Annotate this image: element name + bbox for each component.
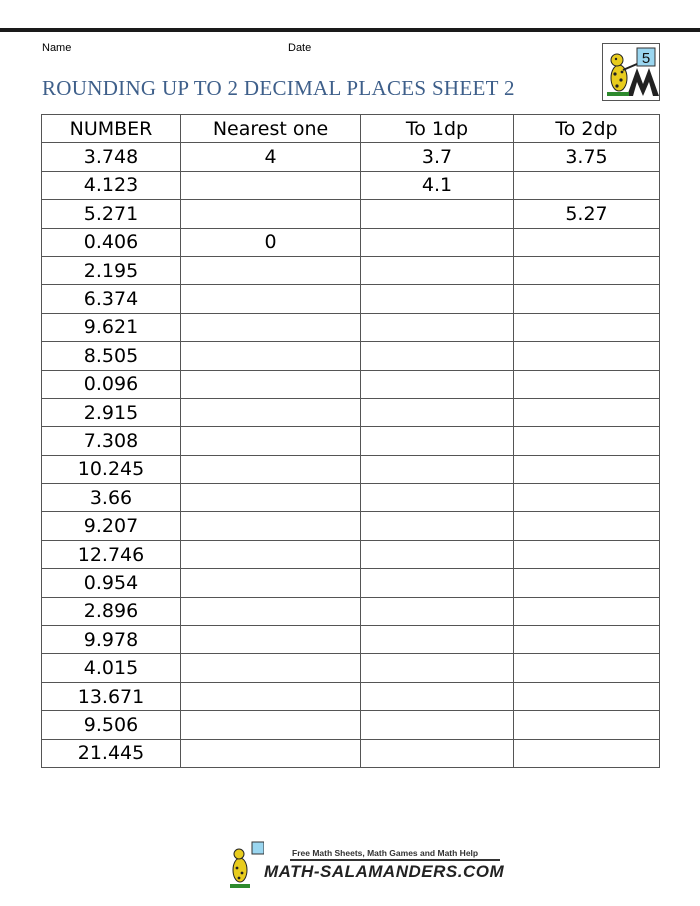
cell-nearest-one[interactable] <box>181 256 361 284</box>
top-rule <box>0 28 700 32</box>
cell-nearest-one[interactable] <box>181 540 361 568</box>
cell-to-1dp[interactable] <box>361 228 514 256</box>
table-row <box>42 313 660 341</box>
cell-number: 4.123 <box>42 171 181 199</box>
table-row <box>42 512 660 540</box>
table-row <box>42 569 660 597</box>
cell-nearest-one[interactable]: 0 <box>181 228 361 256</box>
cell-number: 4.015 <box>42 654 181 682</box>
cell-nearest-one[interactable] <box>181 200 361 228</box>
footer-salamander-icon <box>228 840 264 890</box>
cell-to-2dp[interactable] <box>514 484 660 512</box>
cell-to-2dp[interactable] <box>514 398 660 426</box>
cell-to-2dp[interactable] <box>514 256 660 284</box>
cell-number: 5.271 <box>42 200 181 228</box>
cell-nearest-one[interactable] <box>181 654 361 682</box>
cell-number: 2.896 <box>42 597 181 625</box>
cell-number: 6.374 <box>42 285 181 313</box>
column-header-nearest-one: Nearest one <box>181 115 361 143</box>
table-row <box>42 739 660 767</box>
column-header-to-1dp: To 1dp <box>361 115 514 143</box>
cell-to-1dp[interactable] <box>361 569 514 597</box>
cell-to-1dp[interactable] <box>361 597 514 625</box>
cell-to-2dp[interactable] <box>514 512 660 540</box>
cell-to-2dp[interactable] <box>514 711 660 739</box>
table-row <box>42 285 660 313</box>
cell-nearest-one[interactable] <box>181 711 361 739</box>
cell-to-2dp[interactable]: 5.27 <box>514 200 660 228</box>
cell-to-1dp[interactable] <box>361 739 514 767</box>
cell-number: 0.954 <box>42 569 181 597</box>
cell-to-2dp[interactable] <box>514 228 660 256</box>
table-row <box>42 711 660 739</box>
table-row <box>42 370 660 398</box>
cell-to-1dp[interactable] <box>361 427 514 455</box>
cell-nearest-one[interactable] <box>181 569 361 597</box>
cell-to-1dp[interactable] <box>361 540 514 568</box>
logo-badge: 5 <box>641 50 651 67</box>
cell-to-1dp[interactable] <box>361 484 514 512</box>
cell-number: 10.245 <box>42 455 181 483</box>
cell-to-1dp[interactable]: 3.7 <box>361 143 514 171</box>
table-row <box>42 342 660 370</box>
cell-to-2dp[interactable] <box>514 739 660 767</box>
name-label: Name <box>42 42 72 54</box>
table-row <box>42 682 660 710</box>
cell-to-1dp[interactable] <box>361 370 514 398</box>
table-row <box>42 171 660 199</box>
cell-to-2dp[interactable] <box>514 540 660 568</box>
footer-tagline: Free Math Sheets, Math Games and Math Help <box>292 848 479 858</box>
cell-to-2dp[interactable] <box>514 342 660 370</box>
page-title: ROUNDING UP TO 2 DECIMAL PLACES SHEET 2 <box>42 76 515 100</box>
cell-to-1dp[interactable] <box>361 682 514 710</box>
table-row <box>42 398 660 426</box>
cell-to-1dp[interactable] <box>361 654 514 682</box>
cell-to-1dp[interactable] <box>361 455 514 483</box>
cell-nearest-one[interactable] <box>181 739 361 767</box>
cell-to-1dp[interactable] <box>361 200 514 228</box>
footer-divider <box>290 859 500 861</box>
cell-to-1dp[interactable] <box>361 313 514 341</box>
table-row <box>42 455 660 483</box>
cell-nearest-one[interactable] <box>181 313 361 341</box>
cell-number: 8.505 <box>42 342 181 370</box>
cell-number: 9.506 <box>42 711 181 739</box>
cell-nearest-one[interactable] <box>181 682 361 710</box>
column-header-to-2dp: To 2dp <box>514 115 660 143</box>
cell-to-1dp[interactable] <box>361 342 514 370</box>
cell-to-1dp[interactable]: 4.1 <box>361 171 514 199</box>
cell-nearest-one[interactable] <box>181 626 361 654</box>
cell-to-1dp[interactable] <box>361 711 514 739</box>
cell-nearest-one[interactable] <box>181 171 361 199</box>
table-row <box>42 200 660 228</box>
cell-to-2dp[interactable] <box>514 654 660 682</box>
cell-nearest-one[interactable] <box>181 484 361 512</box>
cell-to-2dp[interactable] <box>514 455 660 483</box>
cell-number: 0.406 <box>42 228 181 256</box>
table-row <box>42 484 660 512</box>
cell-to-2dp[interactable] <box>514 626 660 654</box>
cell-nearest-one[interactable] <box>181 285 361 313</box>
cell-nearest-one[interactable] <box>181 512 361 540</box>
cell-nearest-one[interactable] <box>181 398 361 426</box>
cell-number: 0.096 <box>42 370 181 398</box>
cell-number: 21.445 <box>42 739 181 767</box>
table-header-row <box>42 115 660 143</box>
cell-nearest-one[interactable]: 4 <box>181 143 361 171</box>
cell-to-2dp[interactable] <box>514 313 660 341</box>
date-label: Date <box>288 42 312 54</box>
rounding-table <box>41 114 660 768</box>
cell-to-1dp[interactable] <box>361 256 514 284</box>
table-row <box>42 626 660 654</box>
cell-number: 7.308 <box>42 427 181 455</box>
cell-to-2dp[interactable]: 3.75 <box>514 143 660 171</box>
cell-number: 2.915 <box>42 398 181 426</box>
cell-number: 3.66 <box>42 484 181 512</box>
table-row <box>42 540 660 568</box>
table-row <box>42 228 660 256</box>
cell-nearest-one[interactable] <box>181 427 361 455</box>
cell-to-2dp[interactable] <box>514 171 660 199</box>
cell-number: 9.621 <box>42 313 181 341</box>
cell-to-1dp[interactable] <box>361 512 514 540</box>
cell-nearest-one[interactable] <box>181 342 361 370</box>
cell-to-2dp[interactable] <box>514 285 660 313</box>
cell-nearest-one[interactable] <box>181 370 361 398</box>
column-header-number: NUMBER <box>42 115 181 143</box>
table-row <box>42 143 660 171</box>
cell-to-2dp[interactable] <box>514 370 660 398</box>
cell-to-2dp[interactable] <box>514 682 660 710</box>
table-row <box>42 256 660 284</box>
footer-brand-link[interactable]: MATH-SALAMANDERS.COM <box>264 862 505 881</box>
footer-branding <box>228 840 505 890</box>
cell-number: 13.671 <box>42 682 181 710</box>
cell-to-2dp[interactable] <box>514 427 660 455</box>
cell-to-1dp[interactable] <box>361 398 514 426</box>
salamander-logo <box>602 43 660 101</box>
cell-nearest-one[interactable] <box>181 597 361 625</box>
cell-number: 12.746 <box>42 540 181 568</box>
table-row <box>42 654 660 682</box>
table-row <box>42 427 660 455</box>
cell-number: 3.748 <box>42 143 181 171</box>
cell-to-2dp[interactable] <box>514 569 660 597</box>
cell-number: 9.978 <box>42 626 181 654</box>
cell-to-1dp[interactable] <box>361 285 514 313</box>
cell-to-2dp[interactable] <box>514 597 660 625</box>
cell-number: 9.207 <box>42 512 181 540</box>
cell-number: 2.195 <box>42 256 181 284</box>
table-row <box>42 597 660 625</box>
cell-to-1dp[interactable] <box>361 626 514 654</box>
cell-nearest-one[interactable] <box>181 455 361 483</box>
salamander-logo-icon <box>603 44 659 100</box>
